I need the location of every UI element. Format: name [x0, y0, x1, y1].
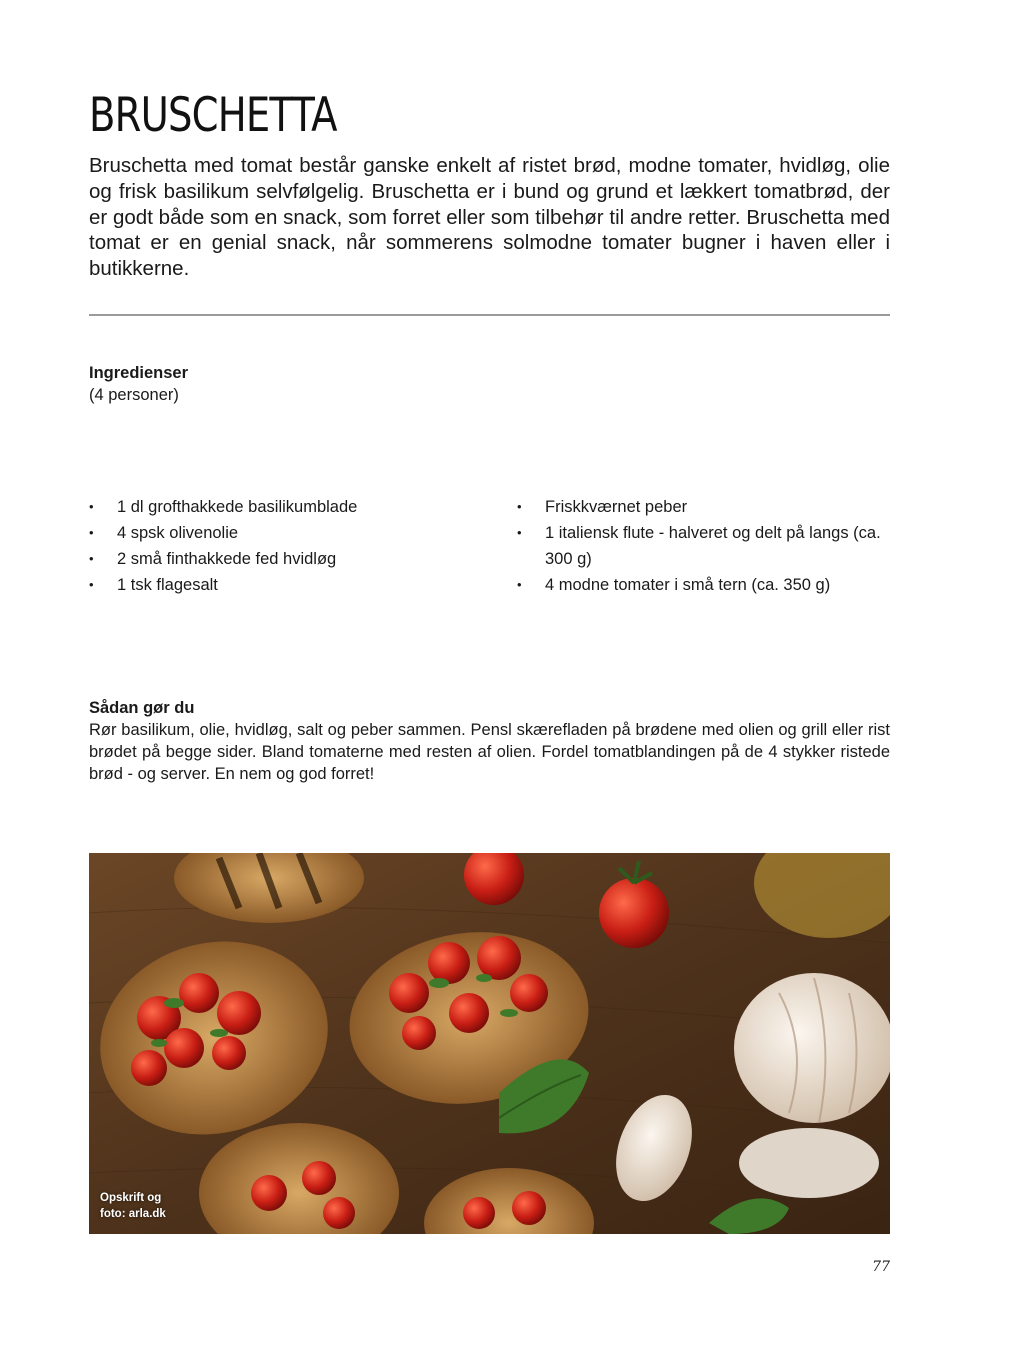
cherry-tomato	[599, 878, 669, 948]
list-item: • 1 tsk flagesalt	[89, 572, 489, 598]
list-item: • 4 modne tomater i små tern (ca. 350 g)	[517, 572, 887, 598]
servings-label: (4 personer)	[89, 386, 179, 404]
recipe-photo	[89, 853, 890, 1234]
photo-credit-line-2: foto: arla.dk	[100, 1208, 166, 1220]
method-text: Rør basilikum, olie, hvidløg, salt og peber sammen. Pensl skærefladen på brødene med olien og grill eller rist brødet på begge sider. Bland tomaterne med resten af olien. Fordel tomatblandingen på de 4 stykker ristede brød - og server. En nem og god forret!	[89, 721, 890, 783]
bruschetta-illustration	[89, 853, 890, 1234]
recipe-intro: Bruschetta med tomat består ganske enkelt af ristet brød, modne tomater, hvidløg, olie og frisk basilikum selvfølgelig. Bruschetta er i bund og grund et lækkert tomatbrød, der er godt både som en snack, som forret eller som tilbehør til andre retter. Bruschetta med tomat er en genial snack, når sommerens solmodne tomater bugner i haven eller i butikkerne.	[89, 154, 890, 281]
ingredients-heading: Ingredienser	[89, 364, 189, 382]
list-item: • 2 små finthakkede fed hvidløg	[89, 546, 489, 572]
method-heading: Sådan gør du	[89, 699, 195, 717]
list-item: • Friskkværnet peber	[517, 494, 887, 520]
list-item: • 4 spsk olivenolie	[89, 520, 489, 546]
page-number: 77	[872, 1259, 890, 1275]
ingredients-list-right	[517, 494, 887, 598]
ingredients-header	[89, 362, 188, 406]
ingredients-list-left	[89, 494, 489, 598]
photo-credit	[100, 1190, 166, 1222]
garlic-bulb	[734, 973, 890, 1123]
section-divider	[89, 314, 890, 316]
garlic-skin	[739, 1128, 879, 1198]
method-section	[89, 697, 890, 785]
recipe-title: BRUSCHETTA	[89, 88, 337, 143]
list-item: • 1 dl grofthakkede basilikumblade	[89, 494, 489, 520]
photo-credit-line-1: Opskrift og	[100, 1192, 162, 1204]
list-item: • 1 italiensk flute - halveret og delt på langs (ca. 300 g)	[517, 520, 887, 572]
